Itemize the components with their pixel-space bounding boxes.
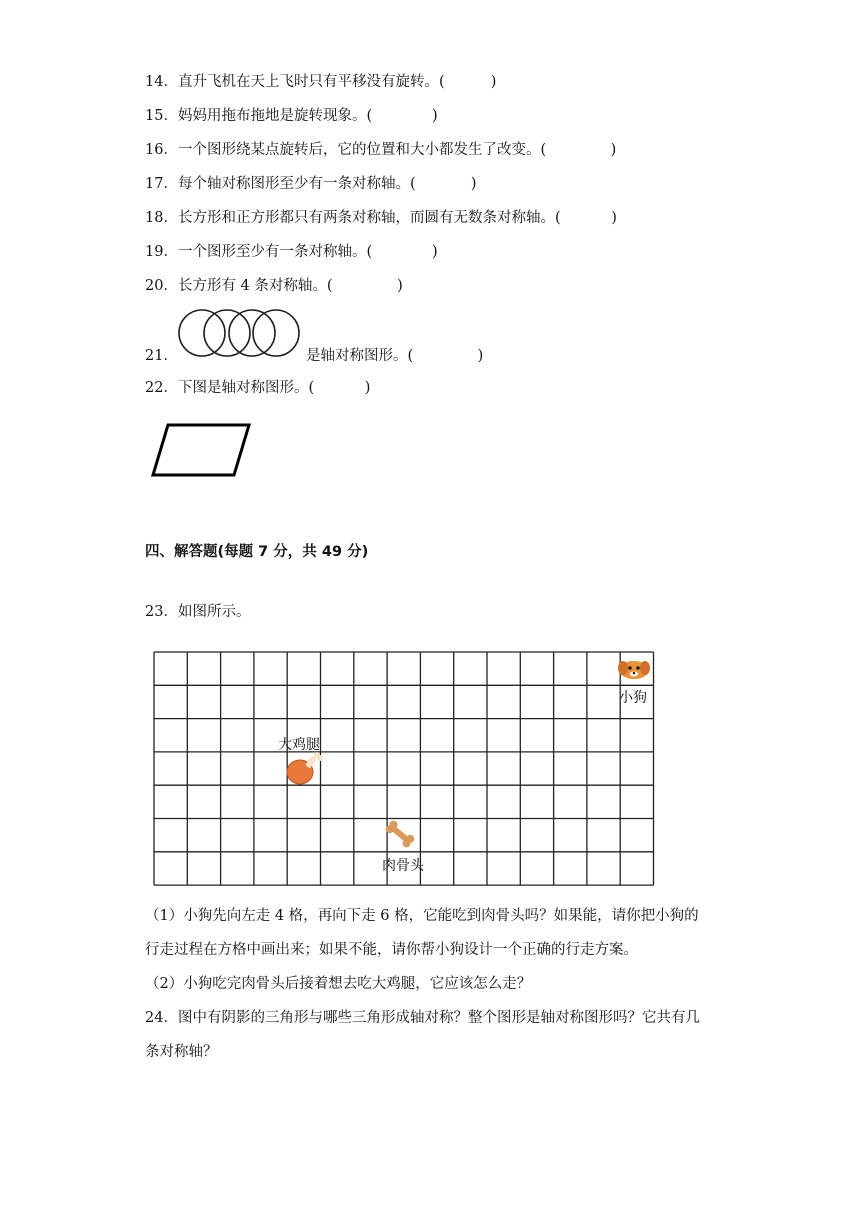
- dog-label: 小狗: [619, 690, 647, 706]
- question-21-text: 是轴对称图形。( ): [306, 348, 484, 364]
- four-circles-figure: [176, 308, 302, 358]
- question-20: 20．长方形有 4 条对称轴。( ): [145, 278, 403, 294]
- chicken-label: 大鸡腿: [278, 737, 320, 753]
- question-22: 22．下图是轴对称图形。( ): [145, 380, 371, 396]
- question-23-part1-line2: 行走过程在方格中画出来；如果不能，请你帮小狗设计一个正确的行走方案。: [145, 942, 638, 958]
- question-15: 15．妈妈用拖布拖地是旋转现象。( ): [145, 108, 438, 124]
- question-23-part2: （2）小狗吃完肉骨头后接着想去吃大鸡腿，它应该怎么走？: [145, 976, 532, 992]
- movement-grid: [150, 648, 658, 890]
- question-23-title: 23．如图所示。: [145, 604, 251, 620]
- question-24-line1: 24．图中有阴影的三角形与哪些三角形成轴对称？整个图形是轴对称图形吗？它共有几: [145, 1010, 700, 1026]
- question-18: 18．长方形和正方形都只有两条对称轴，而圆有无数条对称轴。( ): [145, 210, 617, 226]
- bone-icon: [384, 819, 416, 849]
- question-19: 19．一个图形至少有一条对称轴。( ): [145, 244, 438, 260]
- question-21-number: 21．: [145, 348, 178, 364]
- bone-label: 肉骨头: [382, 858, 424, 874]
- parallelogram-figure: [148, 420, 254, 480]
- section-title: 四、解答题(每题 7 分，共 49 分): [145, 544, 369, 560]
- question-17: 17．每个轴对称图形至少有一条对称轴。( ): [145, 176, 477, 192]
- dog-icon: [618, 661, 650, 679]
- chicken-leg-icon: [287, 752, 323, 784]
- question-23-part1-line1: （1）小狗先向左走 4 格，再向下走 6 格，它能吃到肉骨头吗？如果能，请你把小狗的: [145, 908, 699, 924]
- grid-lines: [154, 652, 654, 885]
- question-24-line2: 条对称轴？: [145, 1044, 218, 1060]
- question-14: 14．直升飞机在天上飞时只有平移没有旋转。( ): [145, 74, 497, 90]
- question-16: 16．一个图形绕某点旋转后，它的位置和大小都发生了改变。( ): [145, 142, 617, 158]
